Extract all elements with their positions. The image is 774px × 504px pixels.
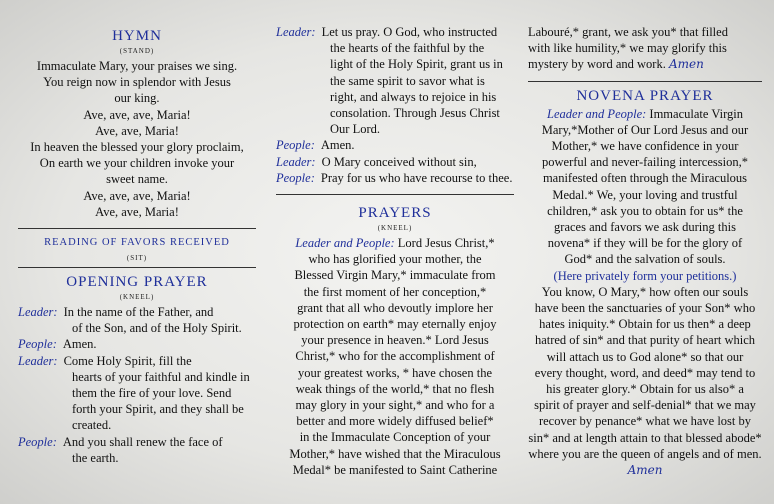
dialogue-text: the same spirit to savor what is <box>330 73 485 88</box>
prayer-line: may glory in your sight,* and who for a <box>295 398 495 413</box>
prayer-line: who has glorified your mother, the <box>308 252 482 267</box>
dialogue-line <box>18 434 256 450</box>
hymn-line: Ave, ave, Maria! <box>95 123 179 138</box>
speaker-label: Leader and People: <box>295 236 395 251</box>
speaker-label: Leader: <box>18 353 58 368</box>
prayer-line: God* and the salvation of souls. <box>564 252 726 267</box>
opening-prayer-posture: (KNEEL) <box>119 293 155 302</box>
prayer-line: sin* and at length attain to that blessed abode* <box>528 430 762 445</box>
prayer-line: hatred of sin* and that purity of heart which <box>534 333 756 348</box>
prayer-line: novena* if they will be for the glory of <box>547 236 743 251</box>
speaker-label: People: <box>18 337 57 352</box>
dialogue-text: Amen. <box>62 337 97 352</box>
prayer-text: Immaculate Virgin <box>649 106 743 121</box>
prayer-line: Mother,* have wished that the Miraculous <box>289 446 501 461</box>
prayer-line: Medal.* We, your loving and trustful <box>552 187 738 202</box>
divider <box>18 228 256 229</box>
prayer-line: children,* ask you to obtain for us* the <box>547 203 743 218</box>
prayer-line: Medal* be manifested to Saint Catherine <box>292 462 498 477</box>
hymn-line: Immaculate Mary, your praises we sing. <box>36 59 238 73</box>
divider <box>528 81 762 82</box>
hymn-line: Ave, ave, Maria! <box>95 204 179 219</box>
novena-text <box>528 106 762 479</box>
dialogue-text: of the Son, and of the Holy Spirit. <box>72 321 242 336</box>
prayer-line: your presence in heaven.* Lord Jesus <box>301 333 489 348</box>
prayer-line: graces and favors we ask during this <box>554 220 736 235</box>
speaker-label: Leader: <box>276 25 316 39</box>
dialogue-text: Come Holy Spirit, fill the <box>63 353 192 368</box>
hymn-line: On earth we your children invoke your <box>39 156 235 171</box>
prayers-posture: (KNEEL) <box>377 224 413 233</box>
amen-text: Amen <box>668 57 704 72</box>
prayer-line <box>276 235 514 251</box>
hymn-title: HYMN <box>112 28 162 44</box>
prayer-line: Christ,* who for the accomplishment of <box>295 349 495 364</box>
hymn-lyrics <box>18 58 256 220</box>
hymn-line: Ave, ave, ave, Maria! <box>83 188 191 203</box>
column-right <box>528 0 762 504</box>
dialogue-line <box>276 137 514 153</box>
prayer-line: every thought, word, and deed* may tend to <box>534 365 756 380</box>
dialogue-text: right, and always to rejoice in his <box>330 89 497 104</box>
dialogue-line <box>276 170 514 186</box>
speaker-label: Leader and People: <box>547 106 647 121</box>
dialogue-text: the earth. <box>72 450 119 465</box>
prayer-line: with like humility,* we may glorify this <box>528 41 727 56</box>
prayer-line: in the Immaculate Conception of your <box>299 430 491 445</box>
dialogue-text: the hearts of the faithful by the <box>330 41 485 56</box>
hymn-line: sweet name. <box>106 172 168 187</box>
prayer-line: hates iniquity.* Obtain for us then* a deep <box>539 317 751 332</box>
prayers-text <box>276 235 514 478</box>
divider <box>18 267 256 268</box>
petition-instruction: (Here privately form your petitions.) <box>553 268 737 283</box>
prayer-line <box>528 56 762 72</box>
speaker-label: People: <box>276 138 315 153</box>
prayer-line: will attach us to God alone* so that our <box>546 349 744 364</box>
prayer-line: where you are the queen of angels and of men. <box>528 446 762 461</box>
favors-posture: (SIT) <box>126 254 148 263</box>
dialogue-text: Our Lord. <box>330 122 380 137</box>
prayer-line: have been the sanctuaries of your Son* who <box>534 301 756 316</box>
prayer-line: spirit of prayer and self-denial* that we may <box>534 398 756 413</box>
prayer-line: Mother,* we have confidence in your <box>551 139 739 154</box>
dialogue-text: consolation. Through Jesus Christ <box>330 106 500 121</box>
dialogue-text: light of the Holy Spirit, grant us in <box>330 57 503 72</box>
opening-prayer-title: OPENING PRAYER <box>66 274 208 291</box>
dialogue-text: And you shall renew the face of <box>62 434 223 449</box>
dialogue-text: Let us pray. O God, who instructed <box>321 25 498 39</box>
prayer-line: weak things of the world,* that no flesh <box>295 381 495 396</box>
dialogue-text: In the name of the Father, and <box>63 305 214 320</box>
prayer-line: recover by penance* what we have lost by <box>538 414 752 429</box>
prayer-text: Lord Jesus Christ,* <box>397 236 495 251</box>
dialogue-text: Amen. <box>320 138 355 153</box>
dialogue-text: created. <box>72 418 112 433</box>
dialogue-line <box>18 353 256 369</box>
novena-prayer-title: NOVENA PRAYER <box>576 87 714 104</box>
prayer-line: better and more widely diffused belief* <box>296 414 494 429</box>
speaker-label: People: <box>18 434 57 449</box>
prayer-line: powerful and never-failing intercession,* <box>542 155 748 170</box>
dialogue-text: them the fire of your love. Send <box>72 386 232 401</box>
prayer-text: mystery by word and work. <box>528 57 666 72</box>
dialogue-text: O Mary conceived without sin, <box>321 154 477 169</box>
speaker-label: People: <box>276 170 315 185</box>
column-left <box>18 0 256 504</box>
amen-text: Amen <box>627 463 663 478</box>
dialogue-line <box>276 154 514 170</box>
hymn-posture: (STAND) <box>119 47 155 55</box>
prayer-line: grant that all who devoutly implore her <box>297 300 493 315</box>
hymn-line: our king. <box>114 91 160 106</box>
hymn-line: Ave, ave, ave, Maria! <box>83 107 191 122</box>
prayer-line: Mary,*Mother of Our Lord Jesus and our <box>541 122 749 137</box>
prayers-title: PRAYERS <box>358 205 432 222</box>
speaker-label: Leader: <box>276 154 316 169</box>
dialogue-text: forth your Spirit, and they shall be <box>72 402 244 417</box>
hymn-line: In heaven the blessed your glory proclaim, <box>30 140 244 155</box>
dialogue-text: Pray for us who have recourse to thee. <box>320 170 513 185</box>
prayer-line: Blessed Virgin Mary,* immaculate from <box>294 268 496 283</box>
prayer-line: manifested often through the Miraculous <box>542 171 748 186</box>
prayer-line: the first moment of her conception,* <box>303 284 487 299</box>
dialogue-line <box>276 24 514 40</box>
speaker-label: Leader: <box>18 305 58 320</box>
prayer-line: protection on earth* may eternally enjoy <box>293 317 497 332</box>
divider <box>276 194 514 195</box>
dialogue-text: hearts of your faithful and kindle in <box>72 369 250 384</box>
prayer-line: You know, O Mary,* how often our souls <box>541 284 749 299</box>
prayer-line: Labouré,* grant, we ask you* that filled <box>528 25 728 39</box>
prayer-line: your greatest works, * have chosen the <box>297 365 493 380</box>
hymn-line: You reign now in splendor with Jesus <box>43 75 231 90</box>
column-middle <box>276 0 514 504</box>
dialogue-line <box>18 336 256 352</box>
favors-title: READING OF FAVORS RECEIVED <box>44 237 230 249</box>
dialogue-line <box>18 304 256 320</box>
prayer-line: his greater glory.* Obtain for us also* a <box>546 382 744 397</box>
prayer-line <box>528 106 762 122</box>
